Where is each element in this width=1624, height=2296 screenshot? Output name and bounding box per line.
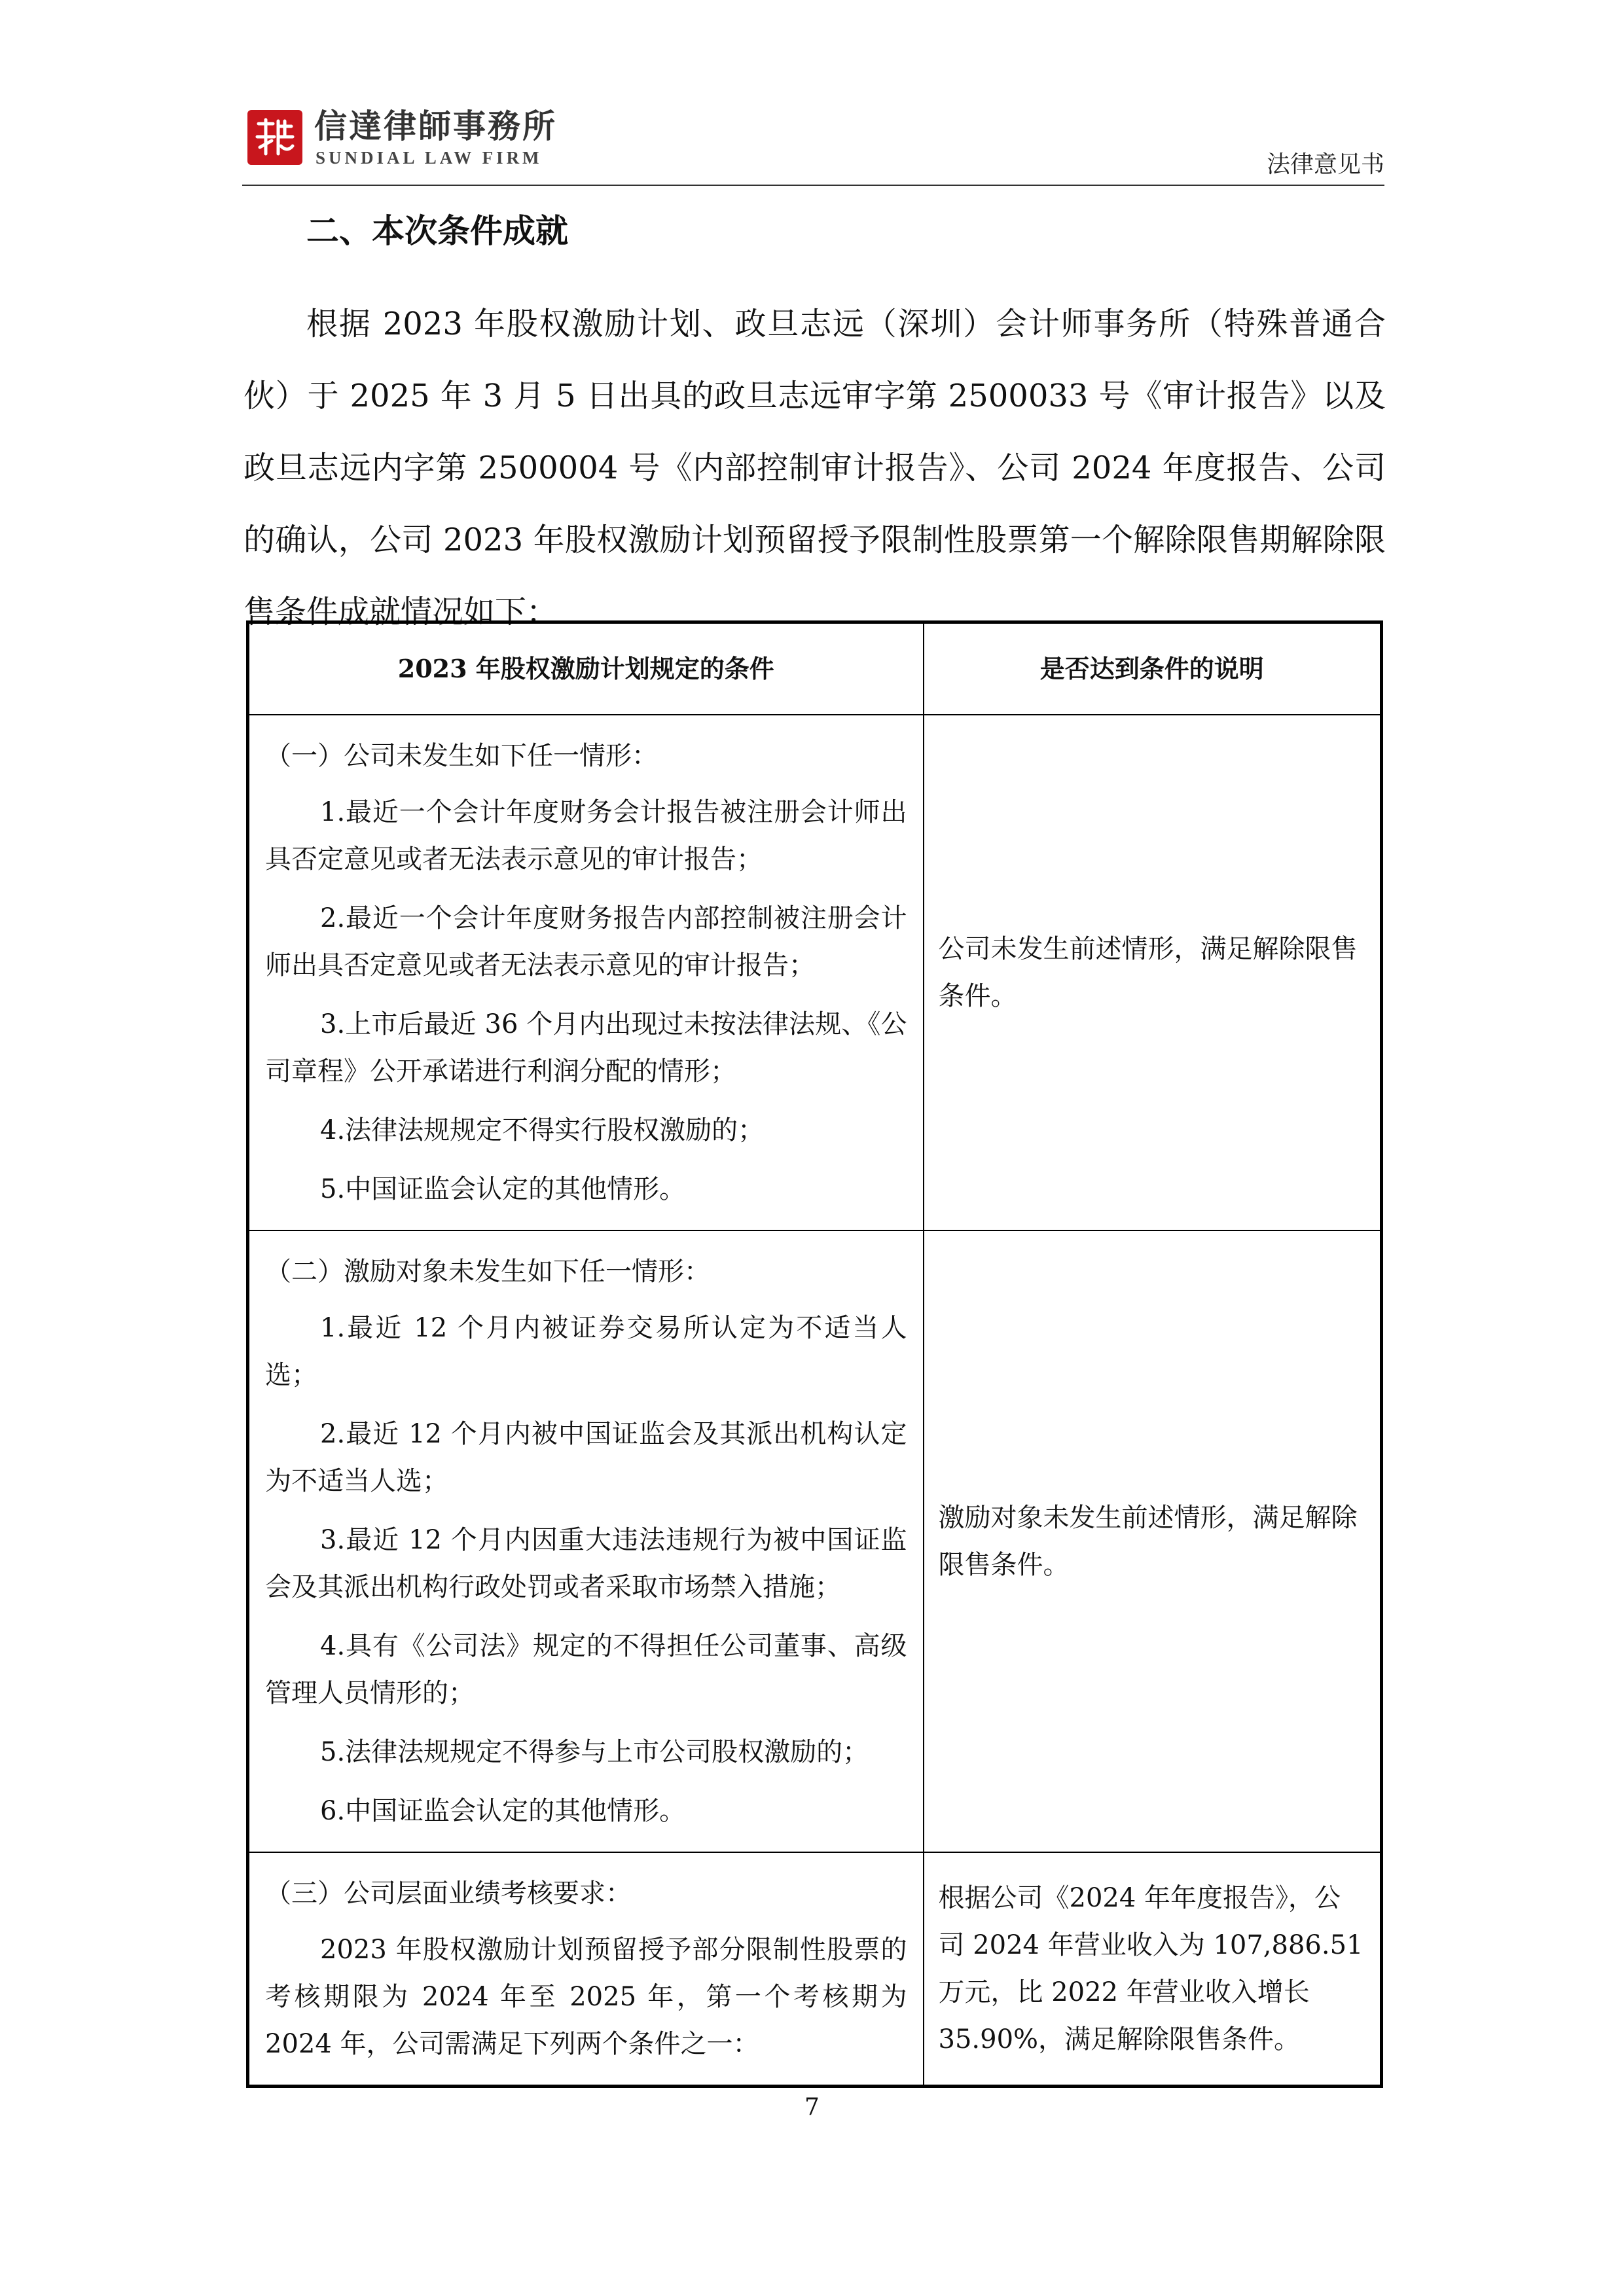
condition-lead: （二）激励对象未发生如下任一情形： <box>265 1257 710 1287</box>
document-type: 法律意见书 <box>1266 151 1384 178</box>
condition-item: 5.法律法规规定不得参与上市公司股权激励的； <box>320 1737 869 1767</box>
firm-name-cn: 信達律師事務所 <box>314 107 557 145</box>
firm-name-en: SUNDIAL LAW FIRM <box>316 148 543 168</box>
column-header-explanation: 是否达到条件的说明 <box>924 622 1382 715</box>
condition-item: 1.最近一个会计年度财务会计报告被注册会计师出具否定意见或者无法表示意见的审计报告； <box>265 797 907 874</box>
explanation-cell: 根据公司《2024 年年度报告》，公司 2024 年营业收入为 107,886.51 万元，比 2022 年营业收入增长 35.90%，满足解除限售条件。 <box>924 1852 1382 2087</box>
condition-item: 3.上市后最近 36 个月内出现过未按法律法规、《公司章程》公开承诺进行利润分配的情形； <box>265 1009 907 1086</box>
condition-cell <box>248 1230 924 1852</box>
condition-item: 2023 年股权激励计划预留授予部分限制性股票的考核期限为 2024 年至 2025 年，第一个考核期为 2024 年，公司需满足下列两个条件之一： <box>265 1935 907 2059</box>
condition-item: 2.最近 12 个月内被中国证监会及其派出机构认定为不适当人选； <box>265 1419 907 1496</box>
condition-lead: （一）公司未发生如下任一情形： <box>265 741 658 771</box>
header-divider <box>242 185 1384 186</box>
condition-item: 4.具有《公司法》规定的不得担任公司董事、高级管理人员情形的； <box>265 1631 907 1708</box>
condition-item: 5.中国证监会认定的其他情形。 <box>320 1174 686 1204</box>
seal-glyph-icon <box>252 115 298 160</box>
page-header <box>242 98 1384 183</box>
table-row <box>248 1852 1382 2087</box>
table-header-row <box>248 622 1382 715</box>
table-row <box>248 1230 1382 1852</box>
condition-item: 3.最近 12 个月内因重大违法违规行为被中国证监会及其派出机构行政处罚或者采取市场禁入措施； <box>265 1525 907 1602</box>
condition-lead: （三）公司层面业绩考核要求： <box>265 1878 632 1909</box>
condition-item: 2.最近一个会计年度财务报告内部控制被注册会计师出具否定意见或者无法表示意见的审计报告； <box>265 903 907 980</box>
column-header-conditions: 2023 年股权激励计划规定的条件 <box>248 622 924 715</box>
condition-cell <box>248 1852 924 2087</box>
firm-seal-logo <box>247 110 302 165</box>
conditions-table <box>246 620 1383 2088</box>
condition-item: 4.法律法规规定不得实行股权激励的； <box>320 1115 765 1145</box>
explanation-cell: 公司未发生前述情形，满足解除限售条件。 <box>924 715 1382 1230</box>
table-row <box>248 715 1382 1230</box>
condition-cell <box>248 715 924 1230</box>
page-number: 7 <box>804 2094 820 2121</box>
explanation-cell: 激励对象未发生前述情形，满足解除限售条件。 <box>924 1230 1382 1852</box>
intro-paragraph: 根据 2023 年股权激励计划、政旦志远（深圳）会计师事务所（特殊普通合伙）于 2025 年 3 月 5 日出具的政旦志远审字第 2500033 号《审计报告》以及政旦志远内字第 2500004 号《内部控制审计报告》、公司 2024 年度报告、公司的确认，公司 2023 年股权激励计划预留授予限制性股票第一个解除限售期解除限售条件成就情况如下： <box>244 306 1386 630</box>
section-heading: 二、本次条件成就 <box>306 211 568 250</box>
condition-item: 1.最近 12 个月内被证券交易所认定为不适当人选； <box>265 1313 907 1390</box>
condition-item: 6.中国证监会认定的其他情形。 <box>320 1796 686 1826</box>
